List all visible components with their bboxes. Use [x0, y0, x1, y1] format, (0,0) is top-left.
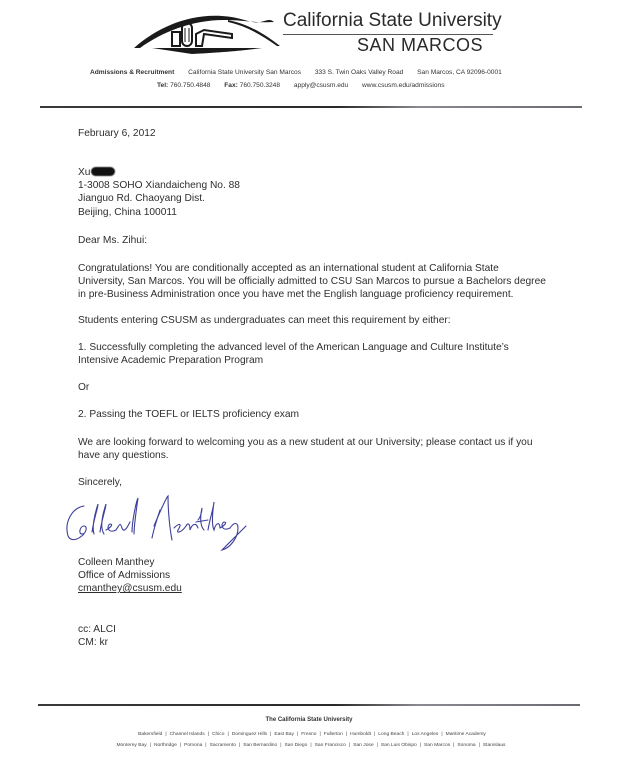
department-name: Admissions & Recruitment	[90, 69, 175, 76]
acceptance-paragraph	[78, 262, 546, 302]
footer-divider	[38, 704, 580, 706]
campus-name-item: Sonoma	[457, 743, 476, 748]
separator: |	[179, 743, 182, 748]
organization-name: California State University San Marcos	[188, 69, 301, 76]
separator: |	[453, 743, 455, 748]
separator: |	[478, 743, 480, 748]
footer-title: The California State University	[265, 717, 353, 723]
separator: |	[419, 743, 422, 748]
csusm-mountain-logo-icon	[132, 8, 282, 56]
or-text: Or	[78, 382, 90, 393]
campus-name-item: Sacramento	[209, 743, 236, 748]
campus-name-item: Fullerton	[323, 732, 343, 737]
campus-name-item: Channel Islands	[169, 732, 205, 737]
city-address: San Marcos, CA 92096-0001	[417, 69, 502, 76]
paragraph-line: in pre-Business Administration once you have met the English language proficiency requirement.	[78, 289, 514, 301]
separator: |	[238, 743, 241, 748]
campus-name-item: Chico	[211, 732, 225, 737]
apply-email[interactable]: apply@csusm.edu	[293, 82, 349, 89]
campus-name-item: Northridge	[153, 743, 177, 748]
campus-name-item: Pomona	[184, 743, 203, 748]
campus-name-item: Humboldt	[350, 732, 372, 737]
recipient-name-visible: Xu	[78, 167, 91, 178]
campus-name-item: San Francisco	[314, 743, 346, 748]
separator: |	[207, 732, 209, 737]
salutation: Dear Ms. Zihui:	[78, 235, 148, 246]
option-2: 2. Passing the TOEFL or IELTS proficiency exam	[78, 409, 300, 420]
separator: |	[374, 732, 376, 737]
campus-name-item: San Bernardino	[243, 743, 278, 748]
option-line: 1. Successfully completing the advanced level of the American Language and Culture Institute’s	[78, 342, 509, 353]
separator: |	[407, 732, 409, 737]
campus-name-item: San Luis Obispo	[380, 743, 417, 748]
paragraph-line: We are looking forward to welcoming you as a new student at our University; please contact us if you	[78, 437, 533, 448]
tel-number: 760.750.4848	[170, 82, 211, 89]
option-line: Intensive Academic Preparation Program	[78, 355, 264, 367]
separator: |	[348, 743, 351, 748]
recipient-address-line: Jianguo Rd. Chaoyang Dist.	[78, 193, 205, 205]
initials-line: CM: kr	[78, 637, 108, 649]
requirement-paragraph: Students entering CSUSM as undergraduates can meet this requirement by either:	[78, 315, 451, 326]
signature-block	[78, 556, 182, 596]
paragraph-line: have any questions.	[78, 450, 169, 462]
campus-name-item: Los Angeles	[411, 732, 439, 737]
fax-label: Fax:	[224, 82, 238, 89]
closing: Sincerely,	[78, 477, 122, 488]
recipient-name	[78, 166, 240, 179]
recipient-address-line: Beijing, China 100011	[78, 206, 177, 218]
fax-number: 760.750.3248	[239, 82, 281, 89]
signer-office: Office of Admissions	[78, 570, 171, 582]
campus-name-item: San Jose	[353, 743, 374, 748]
separator: |	[376, 743, 378, 748]
letterhead-address-line	[90, 69, 502, 76]
separator: |	[310, 743, 312, 748]
admissions-website[interactable]: www.csusm.edu/admissions	[362, 82, 445, 89]
university-name: California State University	[283, 10, 502, 31]
handwritten-signature-icon	[62, 492, 252, 552]
separator: |	[227, 732, 229, 737]
option-1	[78, 341, 509, 367]
campus-name-item: Maritime Academy	[445, 732, 486, 737]
campus-list-row-2	[0, 743, 618, 748]
separator: |	[296, 732, 299, 737]
campus-name-item: East Bay	[274, 732, 294, 737]
campus-name: SAN MARCOS	[357, 35, 484, 55]
street-address: 333 S. Twin Oaks Valley Road	[314, 69, 404, 76]
campus-name-item: Long Beach	[378, 732, 405, 737]
campus-name-item: Monterey Bay	[116, 743, 147, 748]
tel-label: Tel:	[157, 82, 169, 89]
closing-paragraph	[78, 436, 533, 462]
paragraph-line: Congratulations! You are conditionally accepted as an international student at California State	[78, 263, 499, 274]
campus-name-item: Stanislaus	[482, 743, 506, 748]
letterhead-contact-line	[157, 82, 445, 89]
cc-block	[78, 623, 116, 649]
signer-email-link[interactable]: cmanthey@csusm.edu	[78, 583, 182, 595]
header-divider	[40, 106, 582, 108]
separator: |	[149, 743, 151, 748]
separator: |	[319, 732, 321, 737]
separator: |	[280, 743, 282, 748]
separator: |	[345, 732, 348, 737]
redaction-mark	[91, 167, 115, 176]
campus-name-item: San Marcos	[424, 743, 451, 748]
separator: |	[165, 732, 167, 737]
recipient-address-line: 1-3008 SOHO Xiandaicheng No. 88	[78, 180, 240, 192]
recipient-block	[78, 166, 240, 219]
campus-list-row-1	[0, 732, 618, 737]
separator: |	[205, 743, 207, 748]
signer-name: Colleen Manthey	[78, 557, 155, 568]
campus-name-item: Fresno	[301, 732, 317, 737]
campus-name-item: San Diego	[284, 743, 308, 748]
campus-name-item: Bakersfield	[138, 732, 163, 737]
separator: |	[270, 732, 272, 737]
cc-line: cc: ALCI	[78, 624, 116, 635]
letter-date: February 6, 2012	[78, 128, 156, 139]
campus-name-item: Dominguez Hills	[231, 732, 268, 737]
separator: |	[441, 732, 443, 737]
paragraph-line: University, San Marcos. You will be officially admitted to CSU San Marcos to pursue a Bachelors degree	[78, 276, 546, 288]
